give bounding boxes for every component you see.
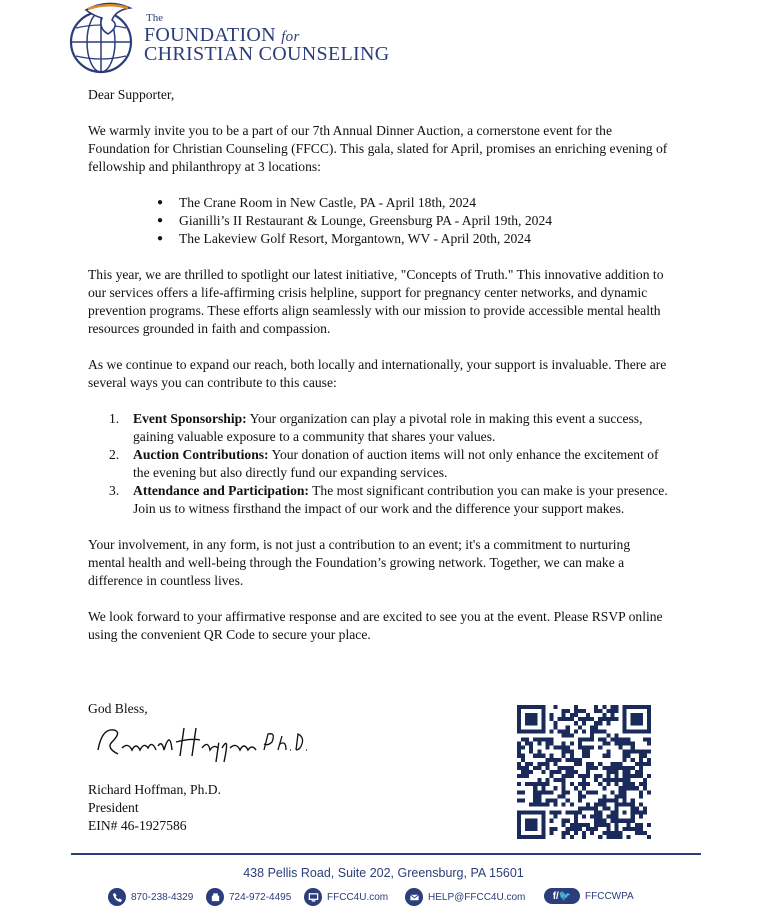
initiative-paragraph: This year, we are thrilled to spotlight our latest initiative, "Concepts of Truth." This innovative addition to our services offers a life-affirming crisis helpline, support for pregnancy center networks, and dynamic prevention programs. These efforts align seamlessly with our mission to provide accessible mental health resources grounded in faith and compassion.	[88, 267, 664, 336]
globe-dove-icon	[68, 0, 136, 78]
way-title: Event Sponsorship:	[133, 411, 247, 426]
footer-address: 438 Pellis Road, Suite 202, Greensburg, PA 15601	[243, 866, 524, 880]
way-number: 1.	[109, 411, 120, 426]
facebook-twitter-icon: f/🐦	[544, 888, 580, 904]
location-item: ● The Crane Room in New Castle, PA - April 18th, 2024	[179, 194, 668, 212]
signer-name: Richard Hoffman, Ph.D.	[88, 782, 222, 797]
way-title: Attendance and Participation:	[133, 483, 309, 498]
way-item	[109, 446, 668, 482]
signer-title: President	[88, 800, 139, 815]
phone-number: 870-238-4329	[131, 891, 194, 903]
letter-body	[88, 86, 668, 644]
social-handle: FFCCWPA	[585, 890, 634, 902]
fax-contact[interactable]	[206, 888, 291, 906]
way-text: Your donation of auction items will not only enhance the excitement of the evening but also directly fund our expanding services.	[133, 447, 659, 480]
phone-icon	[108, 888, 126, 906]
intro-paragraph: We warmly invite you to be a part of our 7th Annual Dinner Auction, a cornerstone event for the Foundation for Christian Counseling (FFCC). This gala, slated for April, promises an enriching evening of fellowship and philanthropy at 3 locations:	[88, 123, 668, 174]
signer-block	[88, 781, 221, 835]
website-contact[interactable]	[304, 888, 388, 906]
email-link: HELP@FFCC4U.com	[428, 891, 526, 903]
phone-contact[interactable]	[108, 888, 193, 906]
ein-number: EIN# 46-1927586	[88, 818, 187, 833]
salutation: Dear Supporter,	[88, 87, 175, 102]
footer-divider	[71, 853, 701, 855]
rsvp-qr-code[interactable]	[517, 705, 651, 839]
logo-for-text: for	[281, 29, 300, 45]
fax-number: 724-972-4495	[229, 891, 292, 903]
way-item	[109, 482, 668, 518]
logo-line-2: CHRISTIAN COUNSELING	[144, 43, 390, 65]
way-text: Your organization can play a pivotal role in making this event a success, gaining valuable exposure to a community that shares your values.	[133, 411, 643, 444]
location-item: ● Gianilli’s II Restaurant & Lounge, Greensburg PA - April 19th, 2024	[179, 212, 668, 230]
website-link: FFCC4U.com	[327, 891, 389, 903]
email-icon	[405, 888, 423, 906]
handwritten-signature	[92, 720, 312, 764]
way-number: 3.	[109, 483, 120, 498]
closing: God Bless,	[88, 701, 148, 716]
rsvp-paragraph: We look forward to your affirmative response and are excited to see you at the event. Please RSVP online using the convenient QR Code to secure your place.	[88, 609, 663, 642]
qr-modules	[517, 705, 651, 839]
way-text: The most significant contribution you can make is your presence. Join us to witness firsthand the impact of our work and the difference your support makes.	[133, 483, 668, 516]
expand-paragraph: As we continue to expand our reach, both locally and internationally, your support is invaluable. There are several ways you can contribute to this cause:	[88, 357, 667, 390]
way-title: Auction Contributions:	[133, 447, 269, 462]
way-item	[109, 410, 668, 446]
computer-icon	[304, 888, 322, 906]
email-contact[interactable]	[405, 888, 525, 906]
location-item: ● The Lakeview Golf Resort, Morgantown, WV - April 20th, 2024	[179, 230, 668, 248]
involvement-paragraph: Your involvement, in any form, is not just a contribution to an event; it's a commitment to nurturing mental health and well-being through the Foundation’s growing network. Together, we can make a difference in countless lives.	[88, 537, 631, 588]
logo-the-text: The	[146, 12, 164, 24]
logo-foundation-text: FOUNDATION	[144, 24, 276, 46]
social-contact[interactable]	[544, 888, 634, 904]
ways-list	[88, 410, 668, 518]
letterhead-logo	[68, 0, 398, 80]
fax-icon	[206, 888, 224, 906]
locations-list	[88, 194, 668, 248]
way-number: 2.	[109, 447, 120, 462]
